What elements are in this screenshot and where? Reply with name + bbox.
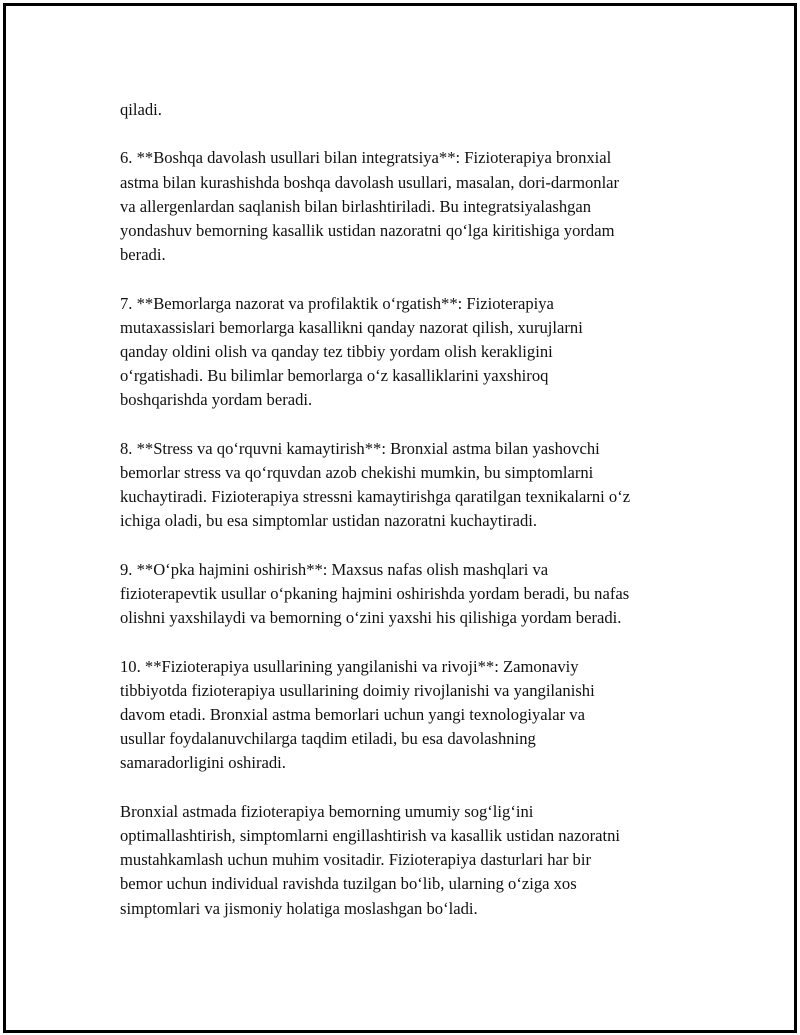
page-frame — [3, 3, 797, 1033]
text-line: simptomlari va jismoniy holatiga moslashgan bo‘ladi. — [120, 898, 478, 918]
paragraph-item-9 — [120, 558, 700, 631]
text-line: 6. **Boshqa davolash usullari bilan integratsiya**: Fizioterapiya bronxial — [120, 148, 612, 168]
text-line: yondashuv bemorning kasallik ustidan nazoratni qo‘lga kiritishiga yordam — [120, 221, 615, 240]
text-line: ichiga oladi, bu esa simptomlar ustidan nazoratni kuchaytiradi. — [120, 511, 538, 531]
text-line: va allergenlardan saqlanish bilan birlashtiriladi. Bu integratsiyalashgan — [120, 196, 592, 216]
text-line: boshqarishda yordam beradi. — [120, 390, 313, 410]
text-line: o‘rgatishadi. Bu bilimlar bemorlarga o‘z kasalliklarini yaxshiroq — [120, 366, 549, 386]
paragraph-item-8 — [120, 437, 700, 534]
text-line: bemor uchun individual ravishda tuzilgan bo‘lib, ularning o‘ziga xos — [120, 874, 577, 894]
document-body — [120, 98, 700, 945]
text-line: olishni yaxshilaydi va bemorning o‘zini yaxshi his qilishiga yordam beradi. — [120, 608, 622, 628]
text-line: usullar foydalanuvchilarga taqdim etiladi, bu esa davolashning — [120, 729, 536, 749]
text-line: bemorlar stress va qo‘rquvdan azob chekishi mumkin, bu simptomlarni — [120, 463, 594, 482]
text-line: 9. **O‘pka hajmini oshirish**: Maxsus nafas olish mashqlari va — [120, 559, 549, 579]
paragraph-item-10 — [120, 655, 700, 776]
text-line: optimallashtirish, simptomlarni engillashtirish va kasallik ustidan nazoratni — [120, 826, 621, 845]
text-line: qanday oldini olish va qanday tez tibbiy yordam olish kerakligini — [120, 342, 553, 361]
text-line: samaradorligini oshiradi. — [120, 753, 286, 773]
paragraph-item-6 — [120, 146, 700, 267]
text-line: tibbiyotda fizioterapiya usullarining doimiy rivojlanishi va yangilanishi — [120, 680, 595, 700]
text-line: fizioterapevtik usullar o‘pkaning hajmini oshirishda yordam beradi, bu nafas — [120, 584, 630, 603]
text-line: kuchaytiradi. Fizioterapiya stressni kamaytirishga qaratilgan texnikalarni o‘z — [120, 487, 631, 507]
paragraph-continuation — [120, 98, 700, 122]
text-line: 7. **Bemorlarga nazorat va profilaktik o‘rgatish**: Fizioterapiya — [120, 293, 554, 313]
text-line: 10. **Fizioterapiya usullarining yangilanishi va rivoji**: Zamonaviy — [120, 656, 579, 676]
text-line: davom etadi. Bronxial astma bemorlari uchun yangi texnologiyalar va — [120, 705, 585, 724]
text-line: mutaxassislari bemorlarga kasallikni qanday nazorat qilish, xurujlarni — [120, 317, 583, 337]
text-line: 8. **Stress va qo‘rquvni kamaytirish**: Bronxial astma bilan yashovchi — [120, 438, 600, 458]
text-line: mustahkamlash uchun muhim vositadir. Fizioterapiya dasturlari har bir — [120, 850, 591, 870]
text-line: beradi. — [120, 245, 166, 265]
text-line: astma bilan kurashishda boshqa davolash usullari, masalan, dori-darmonlar — [120, 172, 620, 192]
text-line: Bronxial astmada fizioterapiya bemorning umumiy sog‘lig‘ini — [120, 801, 534, 821]
paragraph-conclusion — [120, 800, 700, 921]
paragraph-item-7 — [120, 292, 700, 413]
text-line: qiladi. — [120, 100, 162, 119]
